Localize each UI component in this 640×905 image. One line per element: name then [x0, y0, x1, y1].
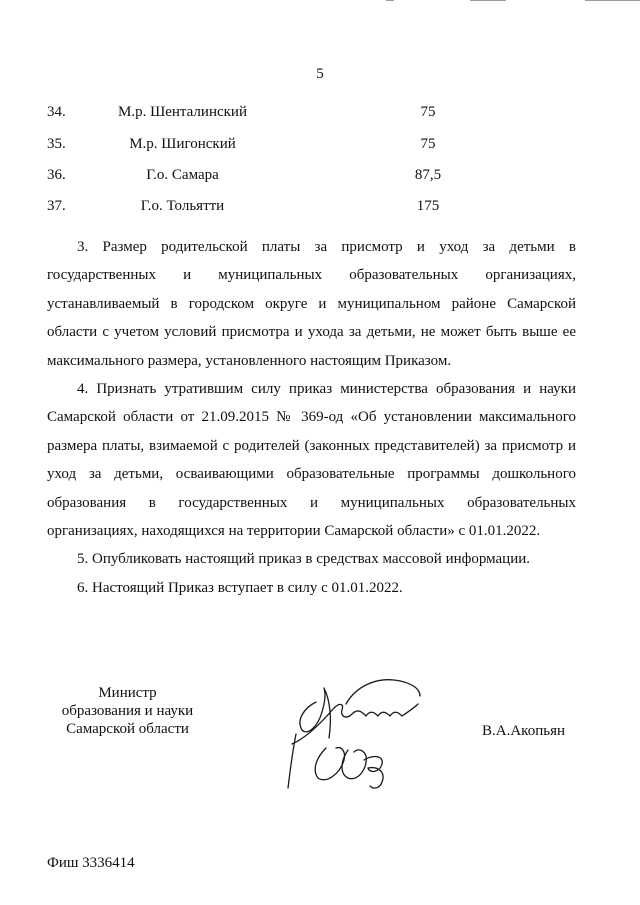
- table-row: [0, 136, 640, 156]
- paragraph-4: 4. Признать утратившим силу приказ министерства образования и науки Самарской области от 21.09.2015 № 369-од «Об установлении максимального размера платы, взимаемой с родителей (законных представителей) за присмотр и уход за детьми, осваивающими образовательные программы дошкольного образования в государственных и муниципальных образовательных организациях, находящихся на территории Самарской области» с 01.01.2022.: [47, 381, 576, 540]
- signatory-title-line: Министр: [98, 685, 157, 701]
- table-row: [0, 198, 640, 218]
- signature-stroke: [315, 748, 344, 780]
- table-row: [0, 167, 640, 187]
- paragraph-6: 6. Настоящий Приказ вступает в силу с 01.01.2022.: [77, 579, 403, 596]
- scan-edge-mark: [470, 0, 506, 1]
- signatory-title-line: образования и науки: [61, 703, 194, 719]
- signatory-title-line: Самарской области: [66, 721, 189, 737]
- signatory-title: [40, 684, 215, 738]
- municipality-name: М.р. Шенталинский: [118, 104, 247, 120]
- signature-stroke: [342, 750, 366, 779]
- paragraph-3: 3. Размер родительской платы за присмотр и уход за детьми в государственных и муниципальных образовательных организациях, устанавливаемый в городском округе и муниципальном районе Самарской области с учетом условий присмотра и ухода за детьми, не может быть выше ее максимального размера, установленного настоящим Приказом.: [47, 239, 576, 369]
- paragraph-5: 5. Опубликовать настоящий приказ в средствах массовой информации.: [77, 551, 531, 568]
- row-number: 37.: [47, 198, 66, 214]
- municipality-name: Г.о. Самара: [146, 167, 219, 183]
- row-number: 34.: [47, 104, 66, 120]
- signature-stroke: [288, 734, 296, 788]
- max-fee-value: 175: [416, 198, 440, 214]
- signatory-name: В.А.Акопьян: [482, 723, 565, 739]
- municipality-name: Г.о. Тольятти: [140, 198, 225, 214]
- order-body: [47, 233, 576, 602]
- document-code: Фиш 3336414: [47, 855, 135, 871]
- page-number: 5: [316, 66, 324, 82]
- scan-edge-mark: [386, 0, 394, 1]
- handwritten-signature: [282, 664, 432, 794]
- row-number: 36.: [47, 167, 66, 183]
- municipality-name: М.р. Шигонский: [129, 136, 236, 152]
- signature-stroke: [292, 704, 418, 744]
- table-row: [0, 104, 640, 124]
- scan-edge-mark: [585, 0, 640, 1]
- max-fee-value: 75: [420, 104, 436, 120]
- max-fee-value: 87,5: [414, 167, 442, 183]
- row-number: 35.: [47, 136, 66, 152]
- signature-stroke: [346, 680, 420, 704]
- max-fee-value: 75: [420, 136, 436, 152]
- signature-stroke: [300, 688, 330, 738]
